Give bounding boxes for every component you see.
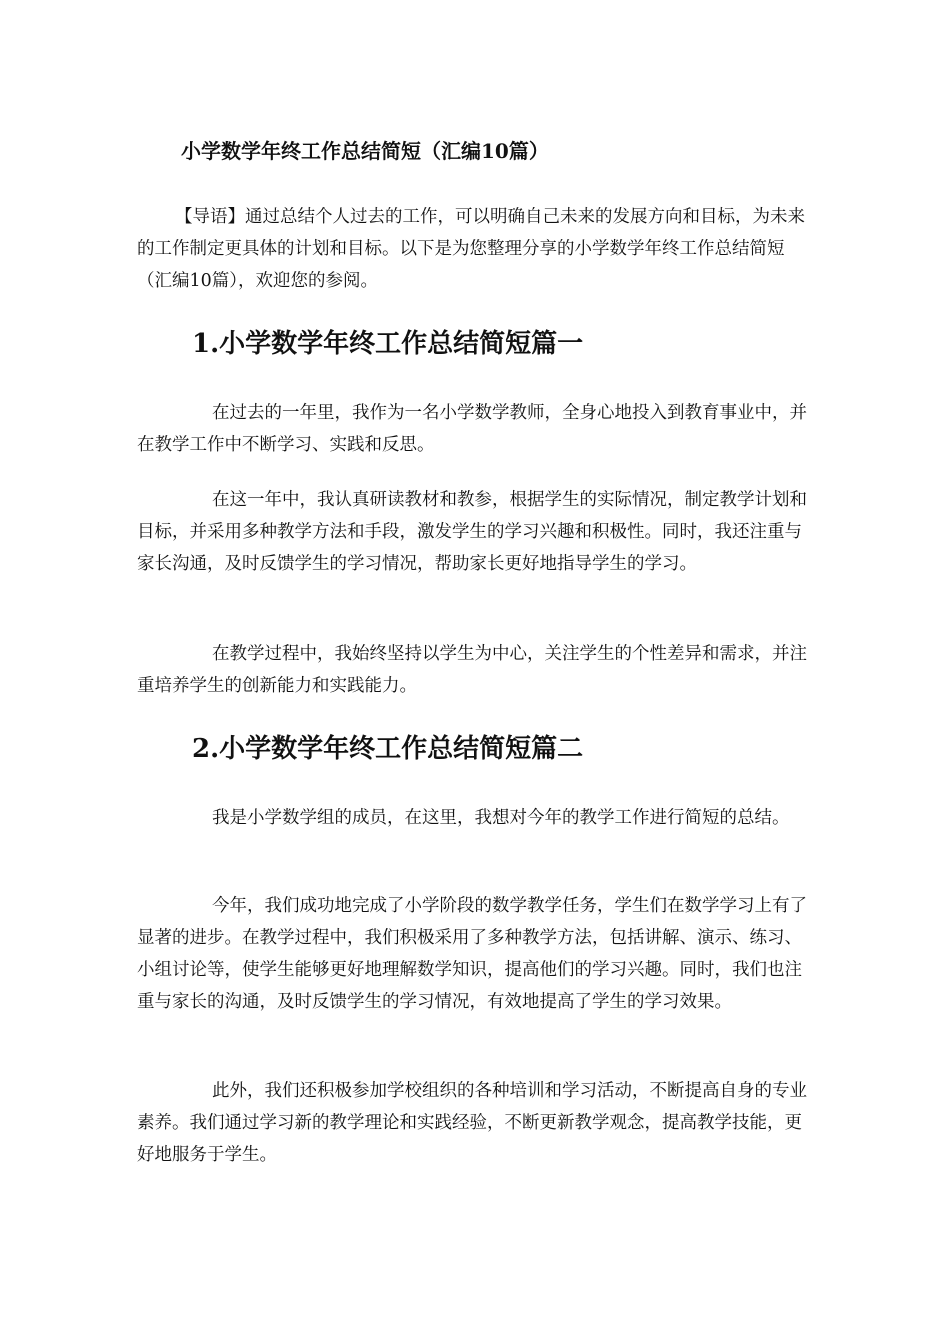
section-1-paragraph-3: 在教学过程中，我始终坚持以学生为中心，关注学生的个性差异和需求，并注重培养学生的创新能力和实践能力。: [137, 644, 807, 696]
document-title: 小学数学年终工作总结简短（汇编10篇）: [181, 139, 549, 163]
section-1-paragraph-1: 在过去的一年里，我作为一名小学数学教师，全身心地投入到教育事业中，并在教学工作中不断学习、实践和反思。: [137, 403, 807, 455]
section-2-paragraph-3: 此外，我们还积极参加学校组织的各种培训和学习活动，不断提高自身的专业素养。我们通过学习新的教学理论和实践经验，不断更新教学观念，提高教学技能，更好地服务于学生。: [137, 1081, 807, 1165]
section-heading-1: 1.小学数学年终工作总结简短篇一: [192, 329, 584, 359]
section-2-paragraph-1: 我是小学数学组的成员，在这里，我想对今年的教学工作进行简短的总结。: [212, 808, 790, 828]
section-1-paragraph-2: 在这一年中，我认真研读教材和教参，根据学生的实际情况，制定教学计划和目标，并采用多种教学方法和手段，激发学生的学习兴趣和积极性。同时，我还注重与家长沟通，及时反馈学生的学习情况，帮助家长更好地指导学生的学习。: [137, 490, 807, 574]
section-heading-2: 2.小学数学年终工作总结简短篇二: [192, 734, 584, 764]
section-2-paragraph-2: 今年，我们成功地完成了小学阶段的数学教学任务，学生们在数学学习上有了显著的进步。在教学过程中，我们积极采用了多种教学方法，包括讲解、演示、练习、小组讨论等，使学生能够更好地理解数学知识，提高他们的学习兴趣。同时，我们也注重与家长的沟通，及时反馈学生的学习情况，有效地提高了学生的学习效果。: [137, 896, 807, 1012]
intro-paragraph: 【导语】通过总结个人过去的工作，可以明确自己未来的发展方向和目标，为未来的工作制定更具体的计划和目标。以下是为您整理分享的小学数学年终工作总结简短（汇编10篇），欢迎您的参阅。: [137, 207, 805, 291]
